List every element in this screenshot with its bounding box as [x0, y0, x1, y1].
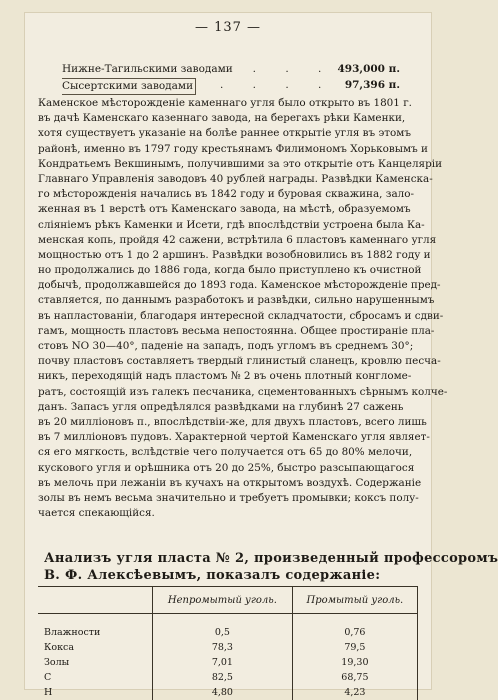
- production-row: [62, 78, 402, 93]
- column-header-unwashed: Непромытый уголь.: [153, 587, 293, 614]
- page-number: — 137 —: [194, 20, 262, 35]
- text-line: въ 20 милліоновъ п., впослѣдствіи-же, для двухъ пластовъ, всего лишь: [38, 415, 427, 428]
- text-line: кускового угля и орѣшника отъ 20 до 25%, быстро разсыпающагося: [38, 461, 415, 474]
- table-body: [38, 614, 418, 700]
- text-line: никъ, переходящій надъ пластомъ № 2 въ очень плотный конгломе-: [38, 370, 412, 383]
- text-line: добычѣ, продолжавшейся до 1893 года. Каменское мѣсторожденіе пред-: [38, 279, 441, 292]
- text-line: Главнаго Управленія заводовъ 40 рублей награды. Развѣдки Каменска-: [38, 172, 433, 185]
- table-corner: [38, 587, 153, 614]
- text-line: мощностью отъ 1 до 2 аршинъ. Развѣдки возобновились въ 1882 году и: [38, 248, 431, 261]
- text-line: Кондратьемъ Векшинымъ, получившими за это открытіе отъ Канцеляріи: [38, 157, 443, 170]
- heading-line: В. Ф. Алексѣевымъ, показалъ содержаніе:: [44, 568, 381, 583]
- coal-analysis-table: [38, 586, 418, 700]
- heading-line: Анализъ угля пласта № 2, произведенный профессоромъ: [44, 551, 498, 566]
- unwashed-value: 7,01: [153, 655, 293, 670]
- text-line: въ напластованіи, благодаря интересной складчатости, сбросамъ и сдви-: [38, 309, 444, 322]
- row-label: Кокса: [38, 640, 153, 655]
- text-line: менская копь, пройдя 42 сажени, встрѣтила 6 пластовъ каменнаго угля: [38, 233, 437, 246]
- text-line: районѣ, именно въ 1797 году крестьянамъ Филимономъ Хорьковымъ и: [38, 142, 428, 155]
- washed-value: 68,75: [292, 670, 417, 685]
- table-header-row: [38, 587, 418, 614]
- table-row: [38, 685, 418, 700]
- washed-value: 79,5: [292, 640, 417, 655]
- text-line: въ дачѣ Каменскаго казеннаго завода, на берегахъ рѣки Каменки,: [38, 112, 406, 125]
- row-label: H: [38, 685, 153, 700]
- text-line: ставляется, по даннымъ разработокъ и развѣдки, сильно нарушеннымъ: [38, 294, 435, 307]
- unwashed-value: 0,5: [153, 614, 293, 641]
- text-line: чается спекающійся.: [38, 507, 155, 520]
- leader-dots: . . . .: [220, 63, 335, 75]
- text-line: въ 7 милліоновъ пудовъ. Характерной чертой Каменскаго угля являет-: [38, 431, 430, 444]
- body-paragraph: [38, 96, 448, 521]
- production-row: [62, 62, 402, 77]
- table-row: [38, 614, 418, 641]
- text-line: стовъ NO 30—40°, паденіе на западъ, подъ угломъ въ среднемъ 30°;: [38, 340, 414, 352]
- production-plant: Нижне-Тагильскими заводами: [62, 63, 233, 75]
- unwashed-value: 4,80: [153, 685, 293, 700]
- unwashed-value: 78,3: [153, 640, 293, 655]
- row-label: C: [38, 670, 153, 685]
- text-line: сліяніемъ рѣкъ Каменки и Исети, гдѣ впослѣдствіи устроена была Ка-: [38, 218, 425, 231]
- washed-value: 4,23: [292, 685, 417, 700]
- text-line: го мѣсторожденія начались въ 1842 году и буровая скважина, зало-: [38, 188, 415, 201]
- text-line: данъ. Запасъ угля опредѣлялся развѣдками на глубинѣ 27 сажень: [38, 400, 404, 413]
- text-line: гамъ, мощность пластовъ весьма непостоянна. Общее простираніе пла-: [38, 324, 435, 337]
- text-line: Каменское мѣсторожденіе каменнаго угля было открыто въ 1801 г.: [38, 97, 412, 109]
- table-row: [38, 670, 418, 685]
- row-label: Влажности: [38, 614, 153, 641]
- production-amount: 97,396 п.: [344, 79, 400, 91]
- production-amount: 493,000 п.: [337, 63, 400, 75]
- analysis-heading: [44, 550, 498, 584]
- text-line: въ мелочь при лежаніи въ кучахъ на открытомъ воздухѣ. Содержаніе: [38, 476, 422, 489]
- unwashed-value: 82,5: [153, 670, 293, 685]
- text-line: ся его мягкость, вслѣдствіе чего получается отъ 65 до 80% мелочи,: [38, 446, 413, 459]
- text-line: ратъ, состоящій изъ галекъ песчаника, сцементованныхъ сѣрнымъ колче-: [38, 385, 448, 398]
- table-row: [38, 655, 418, 670]
- text-line: золы въ немъ весьма значительно и требуетъ промывки; коксъ полу-: [38, 491, 419, 504]
- text-line: женная въ 1 верстѣ отъ Каменскаго завода, на мѣстѣ, образуемомъ: [38, 203, 411, 216]
- washed-value: 19,30: [292, 655, 417, 670]
- column-header-washed: Промытый уголь.: [292, 587, 417, 614]
- table-row: [38, 640, 418, 655]
- text-line: почву пластовъ составляетъ твердый глинистый сланецъ, кровлю песча-: [38, 355, 441, 368]
- washed-value: 0,76: [292, 614, 417, 641]
- text-line: хотя существуетъ указаніе на болѣе раннее открытіе угля въ этомъ: [38, 127, 411, 140]
- document-page: [24, 12, 498, 698]
- production-plant: Сысертскими заводами: [62, 78, 196, 95]
- leader-dots: . . . .: [220, 79, 335, 91]
- row-label: Золы: [38, 655, 153, 670]
- text-line: но продолжались до 1886 года, когда было приступлено къ очистной: [38, 264, 422, 277]
